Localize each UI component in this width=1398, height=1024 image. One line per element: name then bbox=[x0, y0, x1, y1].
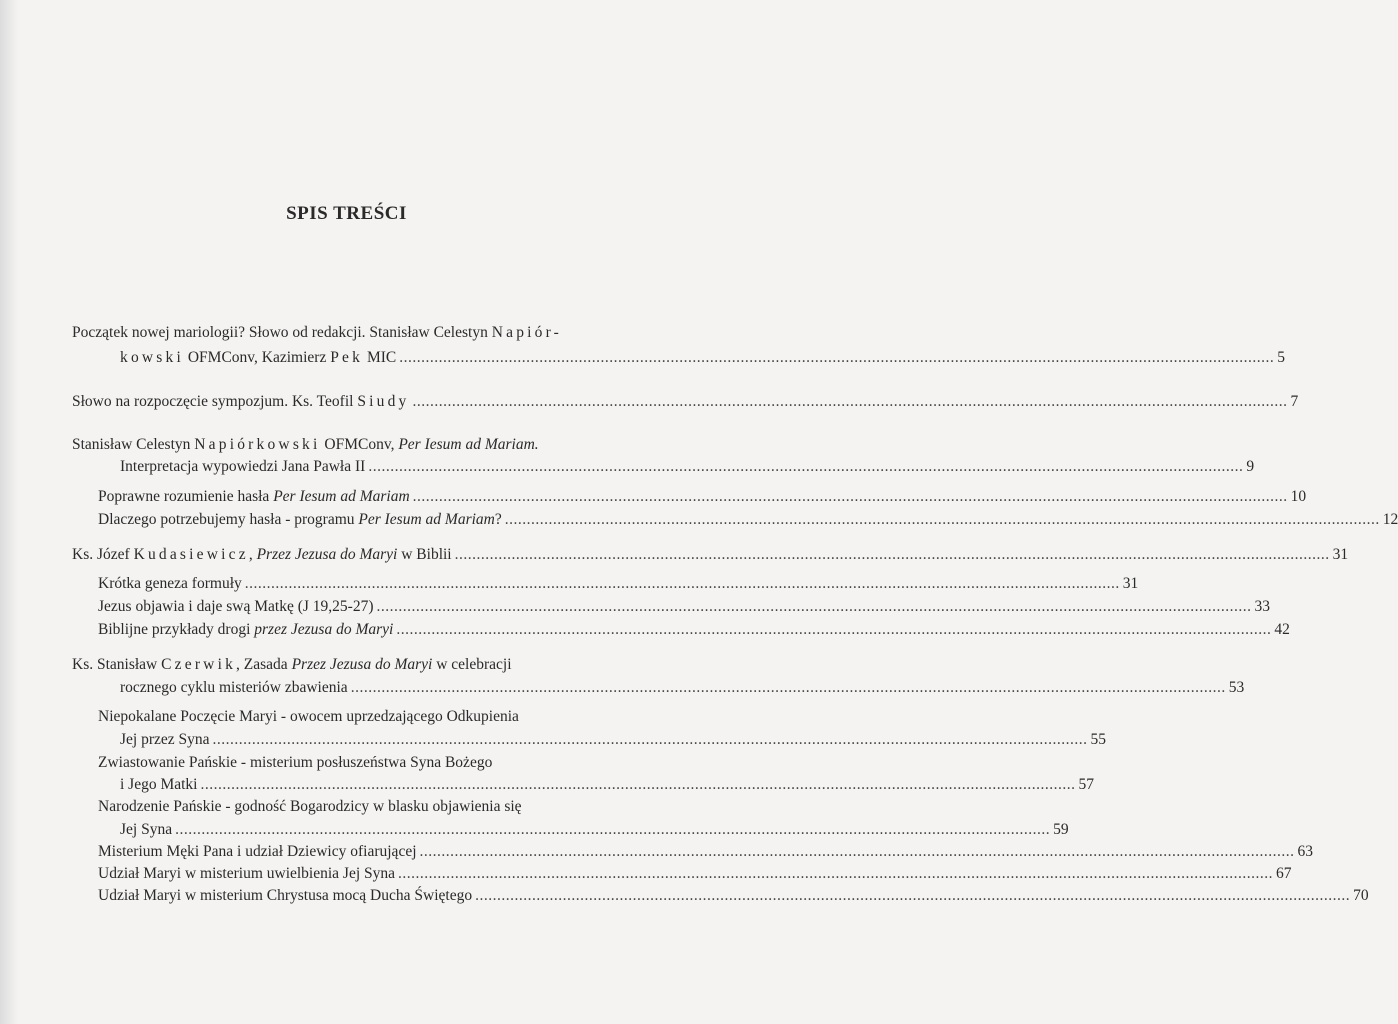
toc-entry-1-author: Siudy bbox=[357, 393, 410, 410]
toc-entry-9-author: Czerwik bbox=[161, 656, 237, 673]
toc-entry-12-line-2 bbox=[120, 819, 1069, 841]
toc-entry-8 bbox=[98, 619, 1290, 641]
toc-entry-7-text: Jezus objawia i daje swą Matkę (J 19,25-27) bbox=[98, 598, 374, 615]
toc-entry-0-text: Początek nowej mariologii? Słowo od redakcji. Stanisław Celestyn bbox=[72, 324, 492, 341]
page-number: 31 bbox=[1332, 546, 1349, 563]
dot-leader: ........................................................................................................................................................................................................ bbox=[399, 349, 1275, 366]
toc-entry-4-text-end: ? bbox=[494, 511, 502, 528]
toc-entry-0-text-end: MIC bbox=[363, 349, 397, 366]
page-number: 7 bbox=[1290, 393, 1299, 410]
page-number: 55 bbox=[1090, 731, 1107, 748]
page-title: SPIS TREŚCI bbox=[286, 203, 407, 224]
toc-entry-0-text-cont: OFMConv, Kazimierz bbox=[183, 349, 331, 366]
toc-entry-12-text: Narodzenie Pańskie - godność Bogarodzicy w blasku objawienia się bbox=[98, 798, 522, 815]
dot-leader: ........................................................................................................................................................................................................ bbox=[175, 821, 1051, 838]
toc-entry-13 bbox=[98, 841, 1314, 863]
toc-entry-3-text: Poprawne rozumienie hasła bbox=[98, 488, 274, 505]
dot-leader: ........................................................................................................................................................................................................ bbox=[398, 865, 1274, 882]
toc-entry-9-text-cont: rocznego cyklu misteriów zbawienia bbox=[120, 679, 348, 696]
toc-entry-9-text: Ks. Stanisław bbox=[72, 656, 162, 673]
toc-entry-5 bbox=[72, 544, 1349, 566]
toc-entry-3-italic: Per Iesum ad Mariam bbox=[273, 488, 410, 505]
dot-leader: ........................................................................................................................................................................................................ bbox=[350, 679, 1226, 696]
dot-leader: ........................................................................................................................................................................................................ bbox=[396, 621, 1272, 638]
toc-entry-10-text: Niepokalane Poczęcie Maryi - owocem uprzedzającego Odkupienia bbox=[98, 708, 519, 725]
dot-leader: ........................................................................................................................................................................................................ bbox=[504, 511, 1380, 528]
toc-entry-9-line-2 bbox=[120, 677, 1245, 699]
dot-leader: ........................................................................................................................................................................................................ bbox=[419, 843, 1295, 860]
page-number: 12 bbox=[1382, 511, 1398, 528]
toc-entry-2-text: Stanisław Celestyn bbox=[72, 436, 195, 453]
dot-leader: ........................................................................................................................................................................................................ bbox=[212, 731, 1088, 748]
toc-entry-11-line-2 bbox=[120, 774, 1094, 796]
page-number: 59 bbox=[1053, 821, 1069, 838]
toc-entry-12-text-cont: Jej Syna bbox=[120, 821, 173, 838]
toc-entry-13-text: Misterium Męki Pana i udział Dziewicy ofiarującej bbox=[98, 843, 417, 860]
page-number: 63 bbox=[1297, 843, 1314, 860]
toc-entry-8-italic: przez Jezusa do Maryi bbox=[254, 621, 394, 638]
page-edge-shadow bbox=[0, 0, 18, 1024]
toc-entry-12-line-1 bbox=[98, 796, 522, 818]
toc-entry-14-text: Udział Maryi w misterium uwielbienia Jej Syna bbox=[98, 865, 396, 882]
toc-entry-0-line-2 bbox=[120, 347, 1285, 369]
toc-entry-15 bbox=[98, 885, 1369, 907]
toc-entry-5-italic: Przez Jezusa do Maryi bbox=[256, 546, 398, 563]
dot-leader: ........................................................................................................................................................................................................ bbox=[368, 458, 1244, 475]
toc-entry-3 bbox=[98, 486, 1307, 508]
toc-entry-5-text: Ks. Józef bbox=[72, 546, 134, 563]
page-number: 5 bbox=[1277, 349, 1285, 366]
toc-entry-9-text-3: w celebracji bbox=[432, 656, 512, 673]
toc-entry-7 bbox=[98, 596, 1270, 618]
page-number: 57 bbox=[1078, 776, 1094, 793]
toc-entry-11-text: Zwiastowanie Pańskie - misterium posłuszeństwa Syna Bożego bbox=[98, 754, 493, 771]
page-number: 53 bbox=[1228, 679, 1245, 696]
toc-entry-11-text-cont: i Jego Matki bbox=[120, 776, 198, 793]
dot-leader: ........................................................................................................................................................................................................ bbox=[412, 488, 1288, 505]
page-number: 70 bbox=[1353, 887, 1369, 904]
toc-entry-4-italic: Per Iesum ad Mariam bbox=[358, 511, 495, 528]
toc-entry-1 bbox=[72, 391, 1299, 413]
toc-entry-2-line-2 bbox=[120, 456, 1255, 478]
toc-entry-2-author: Napiórkowski bbox=[194, 436, 321, 453]
dot-leader: ........................................................................................................................................................................................................ bbox=[475, 887, 1351, 904]
toc-entry-2-title-italic: Per Iesum ad Mariam. bbox=[398, 436, 539, 453]
toc-entry-11-line-1 bbox=[98, 752, 492, 774]
toc-entry-0-author-cont: kowski bbox=[120, 349, 184, 366]
toc-entry-9-italic: Przez Jezusa do Maryi bbox=[291, 656, 433, 673]
toc-entry-14 bbox=[98, 863, 1292, 885]
toc-entry-10-line-2 bbox=[120, 729, 1107, 751]
dot-leader: ........................................................................................................................................................................................................ bbox=[412, 393, 1288, 410]
page-number: 42 bbox=[1274, 621, 1290, 638]
toc-entry-6-text: Krótka geneza formuły bbox=[98, 575, 242, 592]
toc-entry-4-text: Dlaczego potrzebujemy hasła - programu bbox=[98, 511, 359, 528]
toc-entry-4 bbox=[98, 509, 1398, 531]
toc-entry-15-text: Udział Maryi w misterium Chrystusa mocą Ducha Świętego bbox=[98, 887, 473, 904]
page-number: 10 bbox=[1290, 488, 1307, 505]
toc-entry-8-text: Biblijne przykłady drogi bbox=[98, 621, 255, 638]
toc-entry-0-author: Napiór- bbox=[491, 324, 563, 341]
page-number: 67 bbox=[1276, 865, 1292, 882]
toc-entry-6 bbox=[98, 573, 1139, 595]
page-number: 9 bbox=[1246, 458, 1255, 475]
toc-entry-5-sep: , bbox=[248, 546, 257, 563]
toc-entry-0-author-2: Pek bbox=[330, 349, 364, 366]
toc-entry-1-text: Słowo na rozpoczęcie sympozjum. Ks. Teofil bbox=[72, 393, 358, 410]
toc-entry-2-text-cont: Interpretacja wypowiedzi Jana Pawła II bbox=[120, 458, 366, 475]
dot-leader: ........................................................................................................................................................................................................ bbox=[200, 776, 1076, 793]
dot-leader: ........................................................................................................................................................................................................ bbox=[454, 546, 1330, 563]
toc-entry-2-text-2: OFMConv, bbox=[320, 436, 399, 453]
toc-entry-5-text-end: w Biblii bbox=[397, 546, 452, 563]
toc-entry-9-text-2: , Zasada bbox=[236, 656, 292, 673]
toc-entry-9-line-1 bbox=[72, 654, 512, 676]
page-number: 33 bbox=[1254, 598, 1270, 615]
toc-entry-5-author: Kudasiewicz bbox=[133, 546, 249, 563]
toc-entry-0-line-1 bbox=[72, 322, 562, 344]
toc-entry-10-line-1 bbox=[98, 706, 519, 728]
dot-leader: ........................................................................................................................................................................................................ bbox=[244, 575, 1120, 592]
toc-entry-2-line-1 bbox=[72, 434, 539, 456]
toc-entry-10-text-cont: Jej przez Syna bbox=[120, 731, 210, 748]
dot-leader: ........................................................................................................................................................................................................ bbox=[376, 598, 1252, 615]
page-number: 31 bbox=[1122, 575, 1139, 592]
